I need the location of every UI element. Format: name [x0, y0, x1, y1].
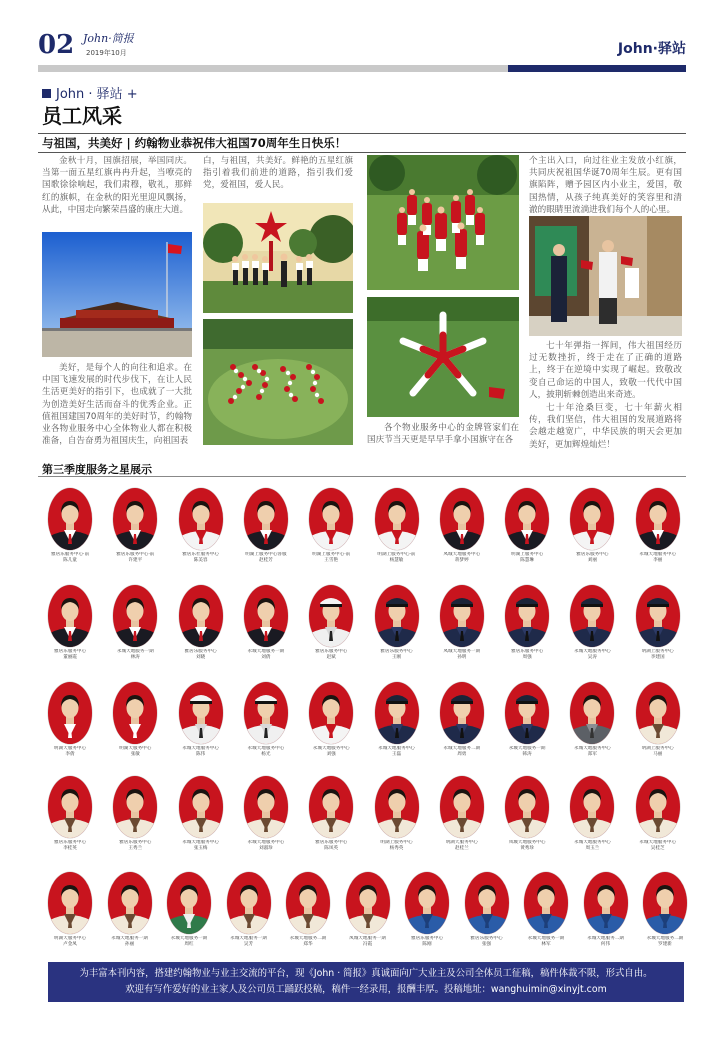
- portrait: [434, 486, 490, 552]
- star-card: [499, 774, 555, 852]
- header-bar-navy: [508, 65, 686, 72]
- portrait: [499, 486, 555, 552]
- star-card: [107, 680, 163, 758]
- star-card: [238, 680, 294, 758]
- star-card: [369, 774, 425, 852]
- star-name: 吴芳: [243, 942, 254, 947]
- star-name: 冯霞: [362, 942, 373, 947]
- flag-formation-photo: [203, 319, 353, 445]
- star-department: 明湖上服务中心: [380, 840, 413, 845]
- star-name: 赵桂芳: [258, 558, 273, 563]
- star-name: 张玉梅: [193, 846, 208, 851]
- footer-line: 欢迎有写作爱好的业主家人及公司员工踊跃投稿，稿件一经录用，报酬丰厚。投稿地址：wanghuimin@xinyjt.com: [125, 984, 607, 995]
- star-card: [518, 870, 574, 948]
- portrait: [499, 680, 555, 746]
- star-card: [499, 486, 555, 564]
- portrait: [42, 486, 98, 552]
- star-card: [173, 774, 229, 852]
- portrait: [238, 680, 294, 746]
- article-paragraph: 个主出入口，向过往业主发放小红旗，共同庆祝祖国华诞70周年生辰。更有国旗陷阵，赠予园区内小业主，爱国，敬国热情，从孩子纯真美好的笑容里和清澈的眼睛里流淌进我们每个人的心里。: [529, 156, 682, 215]
- star-name: 孙丽: [124, 942, 135, 947]
- star-department: 永城天地服务中心: [574, 840, 611, 845]
- portrait: [303, 774, 359, 840]
- portrait: [238, 774, 294, 840]
- portrait: [107, 774, 163, 840]
- star-name: 赵斌: [326, 655, 336, 660]
- star-card: [238, 774, 294, 852]
- star-name: 许建平: [128, 558, 143, 563]
- star-card: [630, 486, 686, 564]
- star-department: 永城天地服务二期: [289, 936, 327, 941]
- star-department: 凤城天地服务中心: [508, 840, 546, 845]
- star-card: [564, 583, 620, 661]
- star-card: [434, 680, 490, 758]
- star-sculpture-image: [203, 203, 353, 313]
- star-department: 雅居乐服务中心: [576, 552, 609, 557]
- star-department: 永城天地服务一期: [527, 936, 565, 941]
- star-name: 陈儿童: [63, 558, 77, 563]
- star-department: 雅居乐服务中心: [315, 840, 348, 845]
- star-card: [637, 870, 693, 948]
- staff-formation-photo: [367, 155, 519, 290]
- star-name: 卢金凤: [63, 942, 77, 947]
- star-card: [221, 870, 277, 948]
- star-name: 李倩: [65, 752, 75, 757]
- portrait: [42, 680, 98, 746]
- article-paragraph: 白，与祖国，共美好。鲜艳的五星红旗指引着我们前进的道路，指引我们爱党，爱祖国，爱人民。: [203, 156, 353, 191]
- portrait: [42, 583, 98, 649]
- portrait: [303, 680, 359, 746]
- star-name: 周玉兰: [585, 846, 600, 851]
- portrait: [42, 870, 98, 936]
- portrait: [630, 774, 686, 840]
- star-name: 李丽: [653, 558, 663, 563]
- star-department: 永城天地服务中心: [182, 840, 219, 845]
- star-card: [102, 870, 158, 948]
- star-card: [399, 870, 455, 948]
- star-name: 郑军: [587, 752, 597, 757]
- portrait: [578, 870, 634, 936]
- divider: [38, 476, 686, 477]
- star-name: 李桂英: [63, 846, 77, 851]
- star-department: 永城天地服务一期: [116, 649, 154, 654]
- star-name: 王秀兰: [128, 846, 143, 851]
- portrait: [173, 486, 229, 552]
- star-department: 雅居乐服务中心: [410, 936, 444, 941]
- star-name: 刘丽: [587, 558, 597, 563]
- logo: John·简报: [83, 32, 134, 45]
- star-department: 永城天地服务二期: [646, 936, 684, 941]
- star-department: 雅居乐服务中心: [119, 840, 152, 845]
- flag-formation-image: [203, 319, 353, 445]
- portrait: [369, 486, 425, 552]
- star-department: 明湖上服务中心: [511, 552, 544, 557]
- star-card: [238, 583, 294, 661]
- star-department: 永城天地服务中心: [247, 746, 285, 751]
- star-department: 永城天地服务中心: [182, 746, 219, 751]
- star-department: 永城天地服务中心: [574, 649, 611, 654]
- star-department: 永城天地服务一期: [247, 649, 285, 654]
- star-card: [434, 583, 490, 661]
- star-department: 永城天地服务一期: [170, 936, 208, 941]
- star-name: 罗建新: [658, 942, 672, 947]
- star-card: [303, 486, 359, 564]
- star-department: 永城天地服务中心: [312, 746, 350, 751]
- star-card: [578, 870, 634, 948]
- portrait: [630, 583, 686, 649]
- star-name: 韩涛: [522, 752, 532, 757]
- star-card: [107, 486, 163, 564]
- star-department: 永城天地服务中心: [639, 552, 677, 557]
- star-card: [564, 680, 620, 758]
- portrait: [107, 680, 163, 746]
- portrait: [564, 583, 620, 649]
- star-name: 陈慧琳: [520, 558, 534, 563]
- flag-distribution-image: [529, 216, 682, 336]
- star-name: 周红: [184, 942, 194, 947]
- article-paragraph: 七十年弹指一挥间，伟大祖国经历过无数挫折，终于走在了正确的道路上，终于在逆境中实现了崛起。致敬改变自己命运的中国人，致敬一代代中国人，披荆斩棘创造出来奇迹。: [529, 341, 682, 400]
- portrait: [369, 583, 425, 649]
- portrait: [630, 680, 686, 746]
- brand-title: John·驿站: [617, 41, 686, 57]
- star-department: 雅居乐服务中心: [315, 649, 348, 654]
- star-card: [303, 680, 359, 758]
- star-department: 永城天地服务中心: [247, 840, 285, 845]
- star-name: 陈刚: [422, 942, 432, 947]
- star-card: [630, 774, 686, 852]
- star-card: [340, 870, 396, 948]
- star-shape-image: [367, 297, 519, 417]
- star-name: 王雪艳: [324, 558, 339, 563]
- issue-date: 2019年10月: [86, 49, 127, 57]
- portrait: [499, 583, 555, 649]
- star-name: 周强: [522, 655, 532, 660]
- portrait: [340, 870, 396, 936]
- portrait: [303, 583, 359, 649]
- star-name: 蒋梦婷: [454, 558, 469, 563]
- star-department: 永城天地服务中心: [574, 746, 611, 751]
- portrait: [518, 870, 574, 936]
- article-paragraph: 七十年沧桑巨变，七十年薪火相传，我们坚信，伟大祖国的发展道路将会越走越宽广，中华民族的明天会更加美好，更加辉煌灿烂！: [529, 403, 682, 450]
- article-headline: 与祖国，共美好 | 约翰物业恭祝伟大祖国70周年生日快乐！: [42, 136, 347, 150]
- star-department: 永城天地服务二期: [587, 936, 624, 941]
- star-department: 雅居乐服务中心: [53, 840, 87, 845]
- star-card: [161, 870, 217, 948]
- star-department: 永城天地服务二期: [443, 746, 481, 751]
- star-shape-photo: [367, 297, 519, 417]
- portrait: [564, 774, 620, 840]
- star-name: 吴涛: [587, 655, 597, 660]
- headline-box: [38, 133, 686, 153]
- star-card: [369, 583, 425, 661]
- star-card: [434, 486, 490, 564]
- portrait: [238, 583, 294, 649]
- star-card: [303, 583, 359, 661]
- portrait: [173, 680, 229, 746]
- star-name: 吴桂芝: [650, 846, 665, 851]
- star-name: 陈伟: [195, 752, 206, 757]
- portrait: [637, 870, 693, 936]
- star-card: [107, 774, 163, 852]
- star-card: [42, 680, 98, 758]
- footer-banner: [48, 962, 684, 1002]
- portrait: [173, 583, 229, 649]
- star-name: 陈美容: [193, 558, 208, 563]
- star-department: 永城天地服务一期: [111, 936, 148, 941]
- star-card: [173, 583, 229, 661]
- star-card: [630, 583, 686, 661]
- star-name: 杨光: [261, 752, 271, 757]
- tiananmen-image: [42, 232, 192, 357]
- star-name: 刘倩: [261, 655, 271, 660]
- portrait: [434, 583, 490, 649]
- star-card: [42, 486, 98, 564]
- section-label-text: John · 驿站 +: [56, 87, 138, 102]
- star-department: 凤城天地服务中心: [443, 552, 481, 557]
- star-department: 永城天地服务中心: [378, 746, 415, 751]
- star-card: [459, 870, 515, 948]
- star-department: 雅居乐服务中心·前: [116, 552, 155, 557]
- star-card: [280, 870, 336, 948]
- portrait: [161, 870, 217, 936]
- star-department: 明湖上服务中心: [641, 746, 674, 751]
- portrait: [399, 870, 455, 936]
- star-department: 明湖天服务中心: [119, 746, 152, 751]
- portrait: [369, 774, 425, 840]
- portrait: [280, 870, 336, 936]
- star-name: 张敏: [130, 752, 140, 757]
- star-department: 永城天地服务一期: [508, 746, 546, 751]
- portrait: [42, 774, 98, 840]
- star-department: 凤城天地服务一期: [349, 936, 386, 941]
- article-paragraph: 金秋十月，国旗招展，举国同庆。当第一面五星红旗冉冉升起，当嘹亮的国歌徐徐响起，我们肃穆，敬礼，那鲜红的旗帜，在金秋的阳光里迎风飘扬，从此，中国走向繁荣昌盛的康庄大道。: [42, 156, 192, 215]
- star-card: [173, 680, 229, 758]
- star-name: 赵桂兰: [454, 846, 469, 851]
- star-name: 刘晓: [195, 655, 206, 660]
- portrait: [107, 583, 163, 649]
- stars-section-title: 第三季度服务之星展示: [42, 463, 152, 476]
- star-name: 刘淑珍: [258, 846, 273, 851]
- star-name: 林涛: [130, 655, 140, 660]
- star-department: 永城天地服务一期: [230, 936, 267, 941]
- article-paragraph: 各个物业服务中心的金牌管家们在国庆节当天更是早早手拿小国旗守在各: [367, 423, 519, 446]
- star-name: 王磊: [391, 752, 402, 757]
- portrait: [173, 774, 229, 840]
- star-card: [630, 680, 686, 758]
- star-card: [499, 583, 555, 661]
- star-department: 雅居乐服务中心: [511, 649, 544, 654]
- star-department: 明湖上服务中心: [641, 649, 674, 654]
- star-name: 陈凤英: [324, 846, 339, 851]
- star-card: [42, 583, 98, 661]
- star-card: [499, 680, 555, 758]
- star-card: [564, 774, 620, 852]
- star-card: [369, 680, 425, 758]
- portrait: [303, 486, 359, 552]
- portrait: [221, 870, 277, 936]
- footer-line: 为丰富本刊内容，搭建约翰物业与业主交流的平台，现《John · 简报》真诚面向广大业主及公司全体员工征稿，稿件体裁不限，形式自由。: [79, 968, 653, 979]
- star-card: [238, 486, 294, 564]
- portrait: [630, 486, 686, 552]
- header-bar-grey: [38, 65, 508, 72]
- star-name: 李建国: [650, 655, 665, 660]
- star-department: 明湖上服务中心客服: [245, 552, 287, 557]
- star-card: [369, 486, 425, 564]
- portrait: [564, 680, 620, 746]
- star-card: [564, 486, 620, 564]
- star-department: 明湖天服务中心: [445, 840, 478, 845]
- star-card: [434, 774, 490, 852]
- star-name: 郑华: [303, 942, 313, 947]
- portrait: [434, 774, 490, 840]
- portrait: [107, 486, 163, 552]
- portrait: [102, 870, 158, 936]
- star-card: [107, 583, 163, 661]
- portrait: [499, 774, 555, 840]
- star-name: 张强: [481, 942, 492, 947]
- staff-formation-image: [367, 155, 519, 290]
- star-department: 永城天地服务中心: [639, 840, 677, 845]
- tiananmen-photo: [42, 232, 192, 357]
- star-name: 周勇: [457, 752, 467, 757]
- square-icon: [42, 89, 51, 98]
- star-name: 刘强: [326, 752, 336, 757]
- portrait: [238, 486, 294, 552]
- star-name: 林军: [541, 942, 551, 947]
- star-department: 明湖天服务中心: [53, 746, 87, 751]
- star-department: 雅居乐服务中心: [184, 649, 217, 654]
- star-department: 明湖天服务中心: [53, 936, 87, 941]
- star-name: 王刚: [391, 655, 402, 660]
- star-name: 黄秀珍: [520, 846, 534, 851]
- section-title: 员工风采: [42, 104, 122, 128]
- star-card: [303, 774, 359, 852]
- star-sculpture-photo: [203, 203, 353, 313]
- star-department: 雅居乐社服务中心: [182, 552, 219, 557]
- star-card: [42, 870, 98, 948]
- star-card: [173, 486, 229, 564]
- star-department: 雅居乐服务中心: [53, 649, 87, 654]
- star-name: 何伟: [600, 942, 611, 947]
- star-department: 明湖上服务中心·前: [312, 552, 351, 557]
- star-name: 马丽: [653, 752, 663, 757]
- star-department: 雅居乐服务中心: [380, 649, 413, 654]
- star-name: 孙明: [457, 655, 467, 660]
- flag-distribution-photo: [529, 216, 682, 336]
- portrait: [369, 680, 425, 746]
- star-department: 雅居乐服务中心: [470, 936, 503, 941]
- page-number: 02: [38, 30, 75, 60]
- star-department: 雅居乐服务中心·前: [50, 552, 90, 557]
- star-department: 明湖上服务中心·前: [377, 552, 416, 557]
- star-card: [42, 774, 98, 852]
- article-paragraph: 美好，是每个人的向往和追求。在中国飞速发展的时代步伐下，在让人民生活更美好的指引下，也成就了一大批为创造美好生活而奋斗的优秀企业。正值祖国建国70周年的美好时节，约翰物业各物业服务中心全体物业人都在积极准备，自告奋勇为祖国庆生，向祖国表: [42, 363, 192, 447]
- portrait: [564, 486, 620, 552]
- star-department: 凤城天地服务一期: [443, 649, 481, 654]
- portrait: [434, 680, 490, 746]
- star-name: 杨秀英: [389, 846, 404, 851]
- portrait: [459, 870, 515, 936]
- star-name: 董丽霞: [63, 655, 77, 660]
- star-name: 杨慧敏: [389, 558, 404, 563]
